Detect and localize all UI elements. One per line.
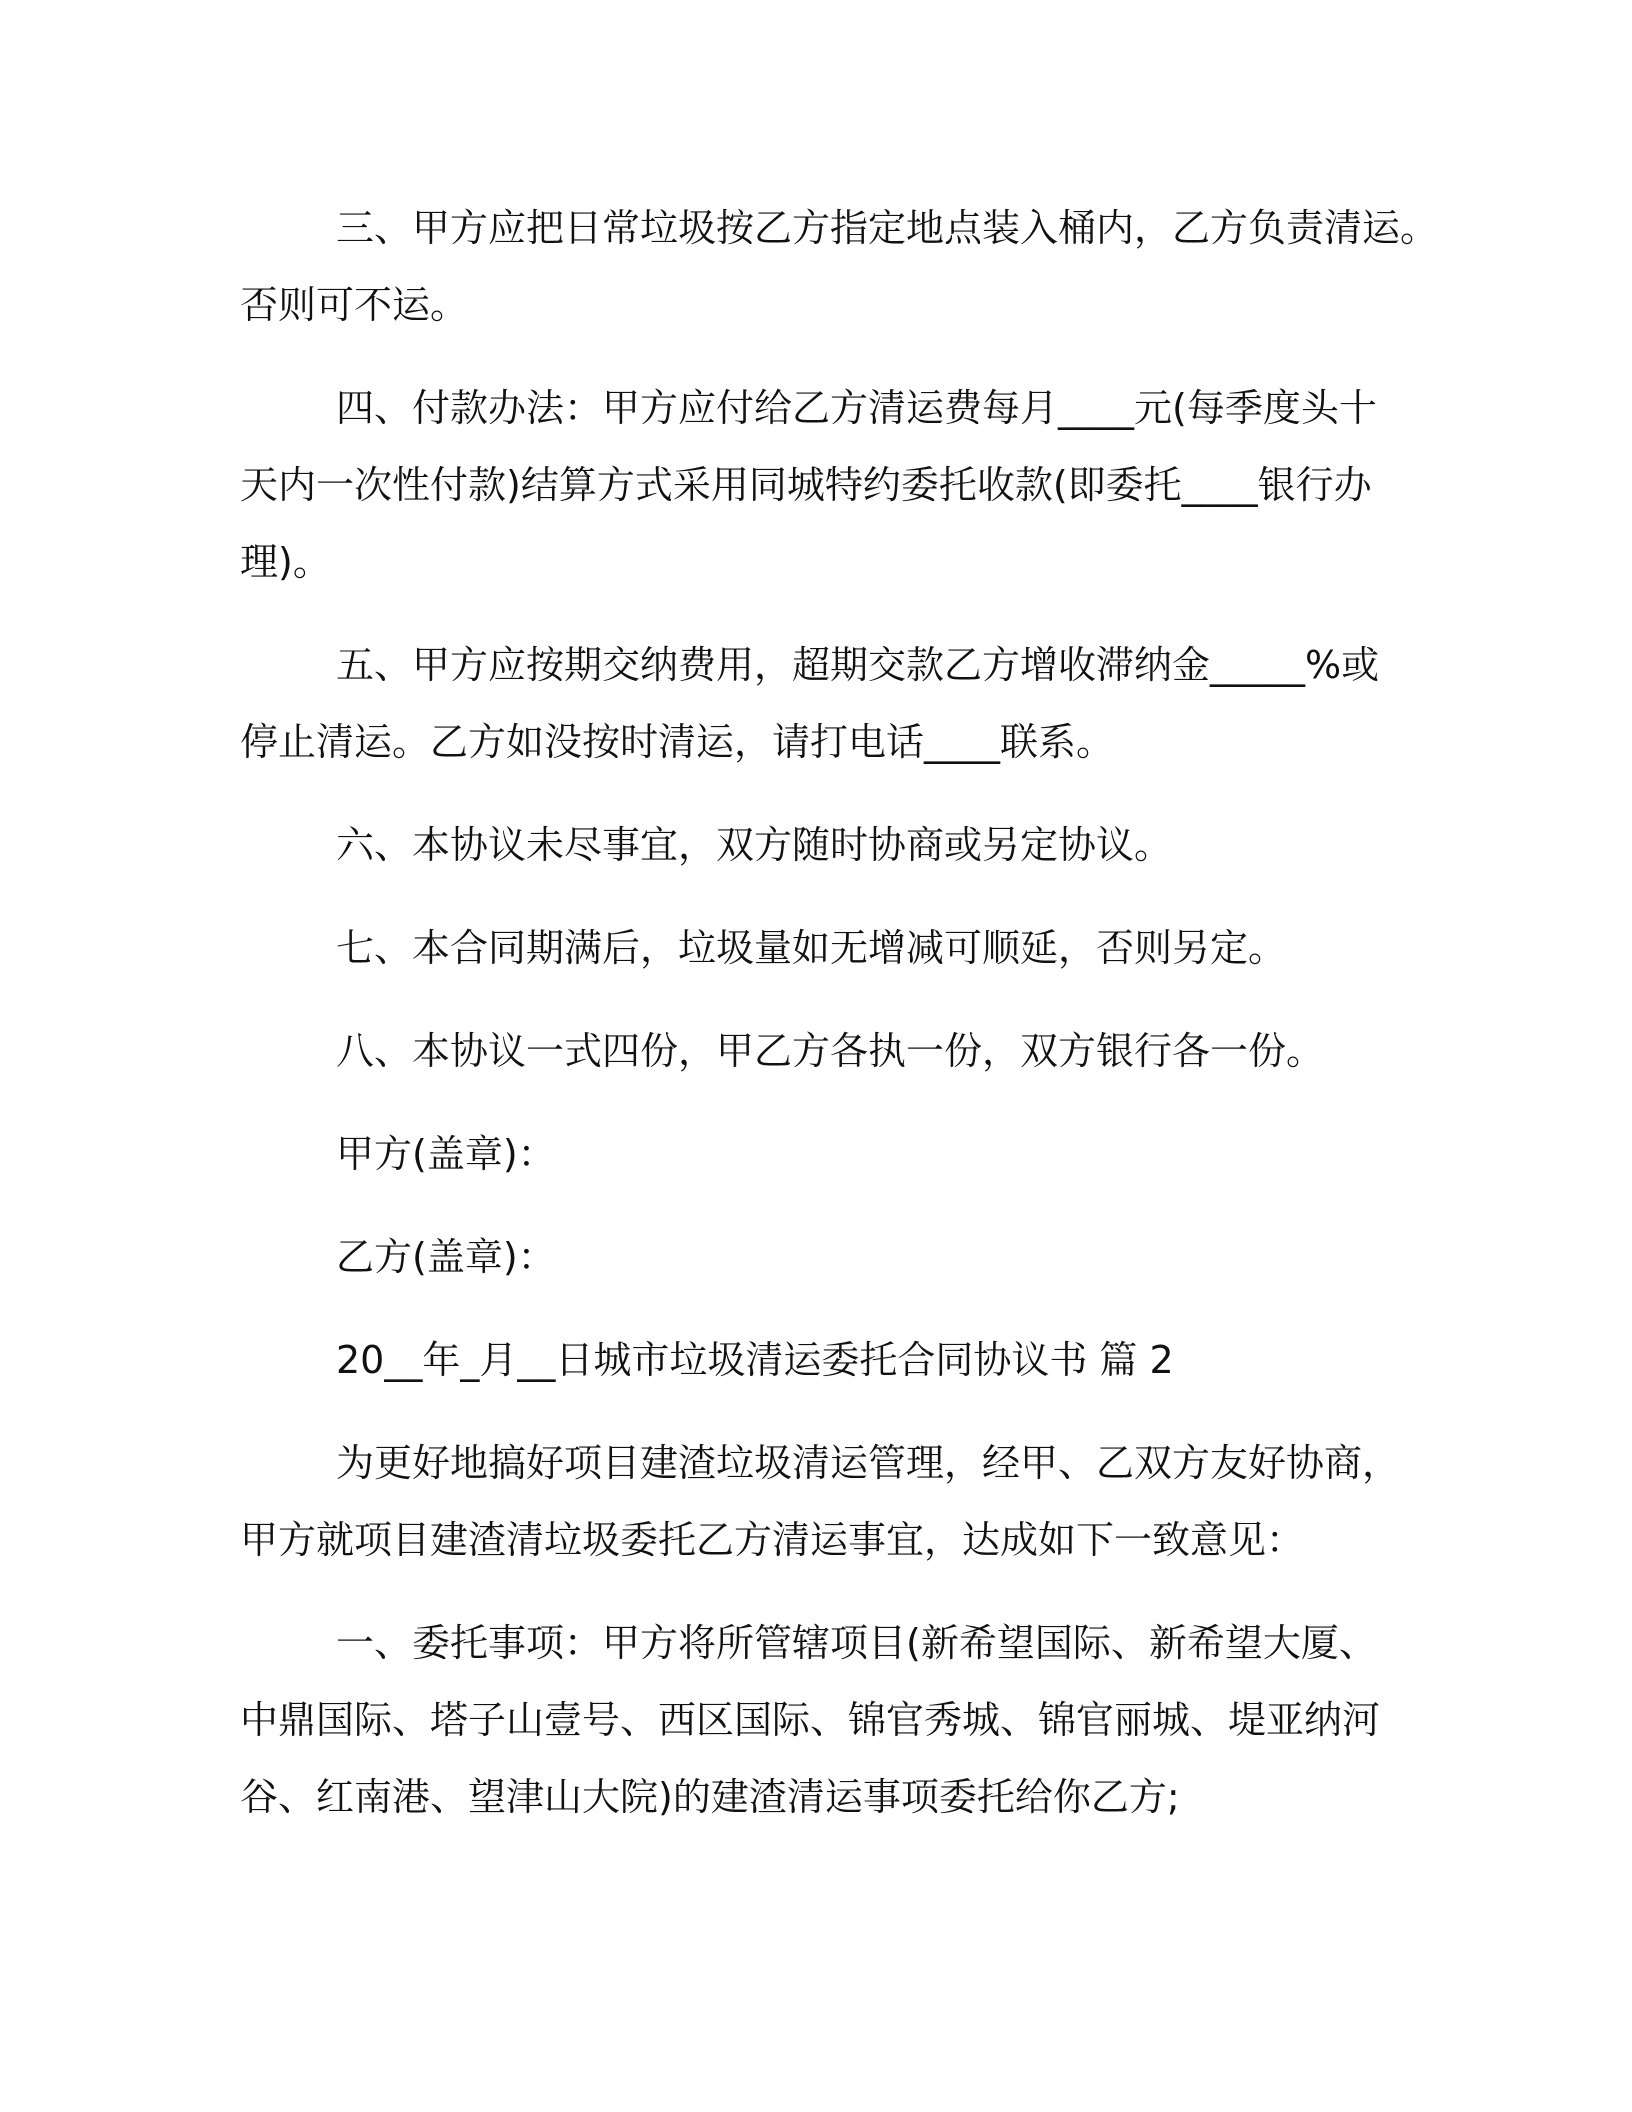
clause-7	[240, 910, 1410, 987]
text-line: 五、甲方应按期交纳费用，超期交款乙方增收滞纳金_____%或	[336, 643, 1380, 687]
text-line: 甲方(盖章)：	[336, 1132, 556, 1176]
text-line: 为更好地搞好项目建渣垃圾清运管理，经甲、乙双方友好协商，	[336, 1441, 1401, 1485]
clause-5	[240, 627, 1410, 781]
clause-6	[240, 807, 1410, 884]
party-a-seal	[240, 1116, 1410, 1193]
text-line: 乙方(盖章)：	[336, 1235, 556, 1279]
clause-1-commission	[240, 1605, 1410, 1836]
text-line: 否则可不运。	[240, 283, 469, 327]
text-line: 20__年_月__日城市垃圾清运委托合同协议书 篇 2	[336, 1338, 1174, 1382]
text-line: 理)。	[240, 540, 331, 584]
text-line: 甲方就项目建渣清垃圾委托乙方清运事宜，达成如下一致意见：	[240, 1518, 1305, 1562]
clause-8	[240, 1013, 1410, 1090]
party-b-seal	[240, 1219, 1410, 1296]
text-line: 停止清运。乙方如没按时清运，请打电话____联系。	[240, 720, 1115, 764]
text-line: 天内一次性付款)结算方式采用同城特约委托收款(即委托____银行办	[240, 463, 1372, 507]
clause-3	[240, 190, 1439, 344]
text-line: 谷、红南港、望津山大院)的建渣清运事项委托给你乙方;	[240, 1775, 1180, 1819]
intro-paragraph	[240, 1425, 1410, 1579]
section-heading	[240, 1322, 1410, 1399]
text-line: 中鼎国际、塔子山壹号、西区国际、锦官秀城、锦官丽城、堤亚纳河	[240, 1698, 1381, 1742]
clause-4	[240, 370, 1410, 601]
document-body	[240, 190, 1439, 1836]
text-line: 三、甲方应把日常垃圾按乙方指定地点装入桶内，乙方负责清运。	[336, 206, 1439, 250]
text-line: 一、委托事项：甲方将所管辖项目(新希望国际、新希望大厦、	[336, 1621, 1377, 1665]
text-line: 八、本协议一式四份，甲乙方各执一份，双方银行各一份。	[336, 1029, 1325, 1073]
text-line: 七、本合同期满后，垃圾量如无增减可顺延，否则另定。	[336, 926, 1287, 970]
text-line: 四、付款办法：甲方应付给乙方清运费每月____元(每季度头十	[336, 386, 1377, 430]
text-line: 六、本协议未尽事宜，双方随时协商或另定协议。	[336, 823, 1173, 867]
